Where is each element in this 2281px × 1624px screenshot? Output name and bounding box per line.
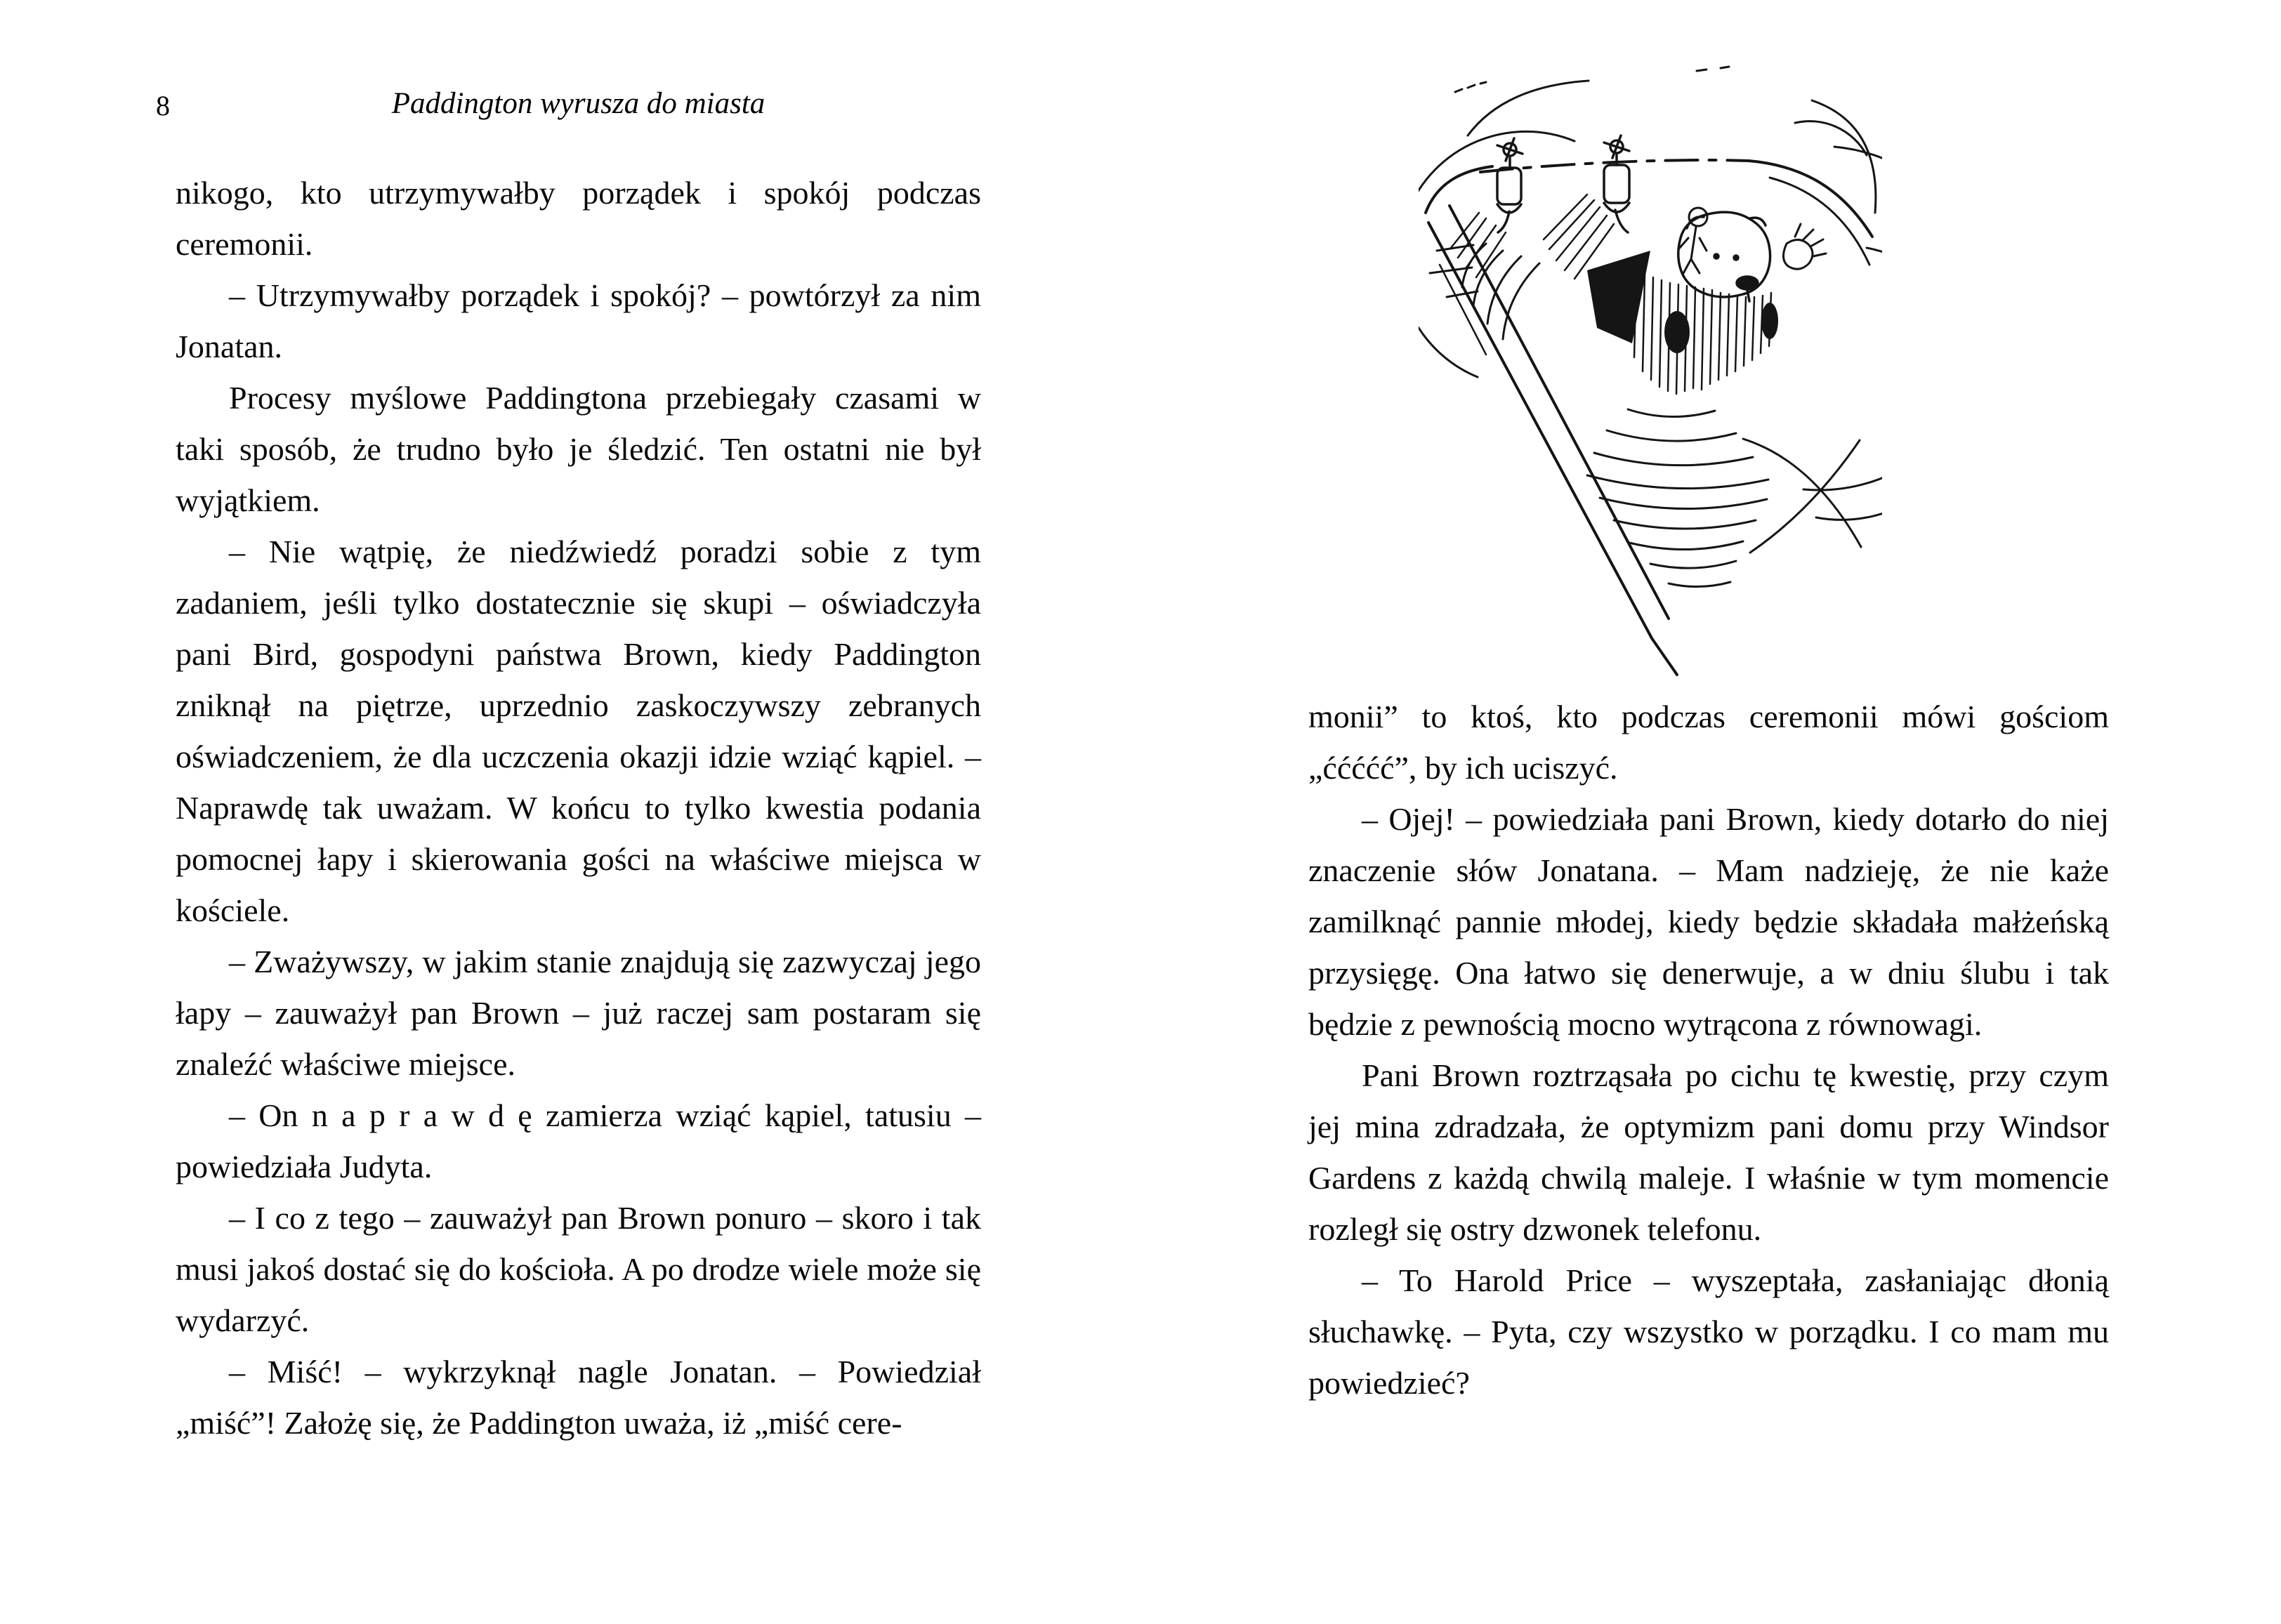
tap-right-icon: [1604, 136, 1629, 232]
bathtub-sketch-illustration: [1419, 60, 1882, 685]
paragraph: Pani Brown roztrząsała po cichu tę kwestię, przy czym jej mina zdradzała, że optymizm pani domu przy Windsor Gardens z każdą chwilą maleje. I właśnie w tym momencie rozległ się ostry dzwonek telefonu.: [1308, 1057, 2109, 1247]
right-page-text-column: [1308, 691, 2109, 1408]
paragraph: – To Harold Price – wyszeptała, zasłaniając dłonią słuchawkę. – Pyta, czy wszystko w porządku. I co mam mu powiedzieć?: [1308, 1262, 2109, 1401]
paragraph: monii” to ktoś, kto podczas ceremonii mówi gościom „ććććć”, by ich uciszyć.: [1308, 699, 2109, 786]
paragraph: Procesy myślowe Paddingtona przebiegały czasami w taki sposób, że trudno było je śledzić. Ten ostatni nie był wyjątkiem.: [176, 380, 981, 518]
left-page-text-column: [176, 167, 981, 1448]
tap-shading-hatch: [1451, 194, 1614, 279]
paragraph: – Miść! – wykrzyknął nagle Jonatan. – Powiedział „miść”! Założę się, że Paddington uważa, iż „miść cere-: [176, 1354, 981, 1441]
paragraph: – On n a p r a w d ę zamierza wziąć kąpiel, tatusiu – powiedziała Judyta.: [176, 1097, 981, 1184]
bear-paw: [1783, 224, 1826, 269]
page-number: 8: [156, 90, 170, 121]
paragraph: – Ojej! – powiedziała pani Brown, kiedy dotarło do niej znaczenie słów Jonatana. – Mam nadzieję, że nie każe zamilknąć pannie młodej, kiedy będzie składała małżeńską przysięgę. Ona łatwo się denerwuje, a w dniu ślubu i tak będzie z pewnością mocno wytrącona z równowagi.: [1308, 801, 2109, 1042]
running-title: Paddington wyrusza do miasta: [391, 87, 765, 120]
paragraph: – I co z tego – zauważył pan Brown ponuro – skoro i tak musi jakoś dostać się do kościoła. A po drodze wiele może się wydarzyć.: [176, 1200, 981, 1338]
splash-arcs: [1419, 67, 1882, 553]
paragraph: – Nie wątpię, że niedźwiedź poradzi sobie z tym zadaniem, jeśli tylko dostatecznie się skupi – oświadczyła pani Bird, gospodyni państwa Brown, kiedy Paddington zniknął na piętrze, uprzednio zaskoczywszy zebranych oświadczeniem, że dla uczczenia okazji idzie wziąć kąpiel. – Naprawdę tak uważam. W końcu to tylko kwestia podania pomocnej łapy i skierowania gości na właściwe miejsca w kościele.: [176, 534, 981, 928]
tap-left-icon: [1497, 138, 1523, 232]
paragraph: – Zważywszy, w jakim stanie znajdują się zazwyczaj jego łapy – zauważył pan Brown – już raczej sam postaram się znaleźć właściwe miejsce.: [176, 944, 981, 1082]
paragraph: – Utrzymywałby porządek i spokój? – powtórzył za nim Jonatan.: [176, 277, 981, 364]
paragraph: nikogo, kto utrzymywałby porządek i spokój podczas ceremonii.: [176, 175, 981, 262]
